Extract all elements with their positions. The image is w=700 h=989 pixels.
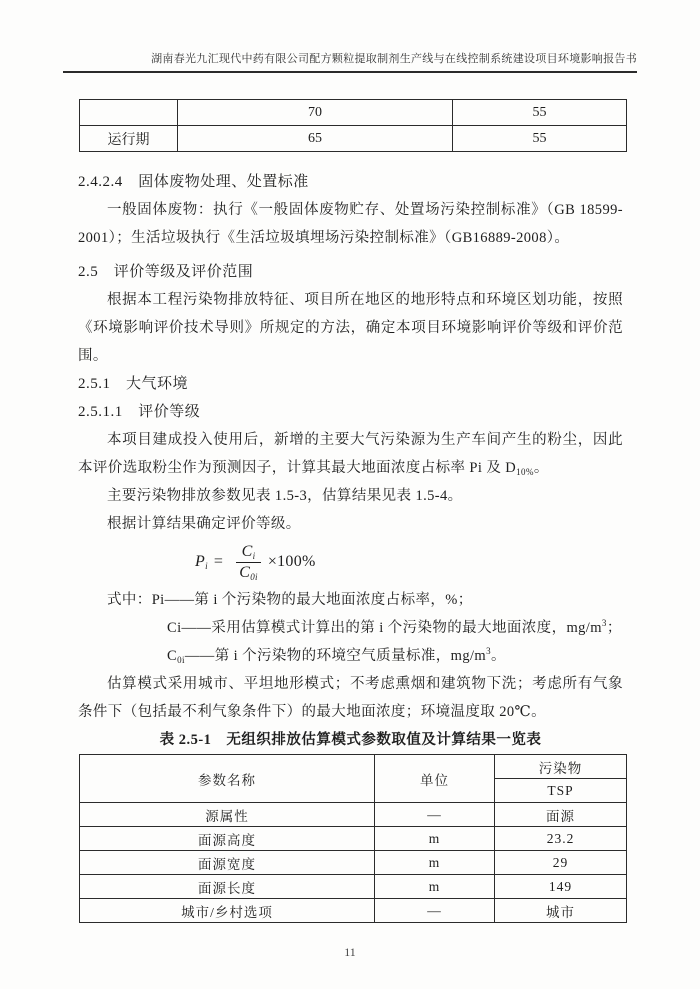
header-unit: 单位 [375, 755, 495, 803]
formula-denominator: $C_{0i}$ [239, 563, 258, 582]
cell-unit: — [375, 803, 495, 827]
formula-times-100: ×100% [267, 553, 316, 570]
table-row [80, 899, 627, 923]
cell-param: 面源长度 [80, 875, 375, 899]
cell-value: 23.2 [495, 827, 627, 851]
cell-value: 29 [495, 851, 627, 875]
formula-pi [195, 540, 623, 584]
header-tsp: TSP [495, 779, 627, 803]
cell-unit: m [375, 851, 495, 875]
formula-where-ci: Ci——采用估算模式计算出的第 i 个污染物的最大地面浓度，$mg/m^3$； [167, 618, 622, 636]
cell-unit: — [375, 899, 495, 923]
table-row [80, 126, 627, 152]
section-heading-2511: 2.5.1.1 评价等级 [78, 404, 201, 420]
paragraph-dust-text: 本项目建成投入使用后，新增的主要大气污染源为生产车间产生的粉尘，因此本评价选取粉尘作为预测因子，计算其最大地面浓度占标率 Pi 及 D [78, 432, 623, 476]
noise-row2-label: 运行期 [80, 126, 178, 152]
cell-unit: m [375, 875, 495, 899]
paragraph-dust-end: 。 [533, 460, 549, 476]
table-header-row [80, 755, 627, 779]
table-row [80, 827, 627, 851]
estimate-parameter-table [79, 754, 627, 923]
formula-lhs: $P_i$ [195, 553, 208, 571]
cell-value: 149 [495, 875, 627, 899]
d10-subscript: 10% [516, 467, 534, 477]
noise-row1-value2: 55 [453, 100, 627, 126]
section-heading-251: 2.5.1 大气环境 [78, 376, 189, 392]
cell-param: 城市/乡村选项 [80, 899, 375, 923]
table-row [80, 803, 627, 827]
noise-row1-value1: 70 [178, 100, 453, 126]
paragraph-dust [78, 426, 623, 482]
table-row [80, 851, 627, 875]
formula-where-c0i: $C_{0i}——$第 i 个污染物的环境空气质量标准，$mg/m^3$。 [167, 646, 506, 665]
cell-value: 面源 [495, 803, 627, 827]
formula-fraction [233, 542, 264, 583]
noise-row2-value1: 65 [178, 126, 453, 152]
section-heading-25: 2.5 评价等级及评价范围 [78, 264, 254, 280]
formula-where-pi: 式中：Pi——第 i 个污染物的最大地面浓度占标率，%； [107, 592, 473, 608]
cell-param: 面源宽度 [80, 851, 375, 875]
formula-equals: = [213, 553, 224, 570]
page-header-title: 湖南春光九汇现代中药有限公司配方颗粒提取制剂生产线与在线控制系统建设项目环境影响报告书 [63, 50, 637, 73]
header-pollutant: 污染物 [495, 755, 627, 779]
table-row [80, 875, 627, 899]
noise-standard-table [79, 99, 627, 152]
noise-row1-label [80, 100, 178, 126]
noise-row2-value2: 55 [453, 126, 627, 152]
cubed-superscript: 3 [601, 618, 607, 628]
header-param-name: 参数名称 [80, 755, 375, 803]
cell-value: 城市 [495, 899, 627, 923]
formula-numerator: $C_i$ [236, 542, 262, 563]
paragraph-solid-waste: 一般固体废物：执行《一般固体废物贮存、处置场污染控制标准》（GB 18599-2001）；生活垃圾执行《生活垃圾填埋场污染控制标准》（GB16889-2008）。 [78, 202, 623, 246]
paragraph-scope: 根据本工程污染物排放特征、项目所在地区的地形特点和环境区划功能，按照《环境影响评价技术导则》所规定的方法，确定本项目环境影响评价等级和评价范围。 [78, 292, 623, 364]
paragraph-params: 主要污染物排放参数见表 1.5-3，估算结果见表 1.5-4。 [107, 488, 463, 504]
paragraph-grade: 根据计算结果确定评价等级。 [107, 516, 301, 532]
cell-unit: m [375, 827, 495, 851]
table-row [80, 100, 627, 126]
cell-param: 源属性 [80, 803, 375, 827]
document-body [78, 168, 623, 754]
cubed-superscript: 3 [486, 646, 492, 656]
paragraph-model: 估算模式采用城市、平坦地形模式；不考虑熏烟和建筑物下洗；考虑所有气象条件下（包括最不利气象条件下）的最大地面浓度；环境温度取 20℃。 [78, 676, 623, 720]
section-heading-2424: 2.4.2.4 固体废物处理、处置标准 [78, 174, 309, 190]
cell-param: 面源高度 [80, 827, 375, 851]
page-number: 11 [344, 945, 356, 959]
table-caption-251: 表 2.5-1 无组织排放估算模式参数取值及计算结果一览表 [159, 732, 542, 748]
c0i-subscript: 0i [177, 655, 185, 665]
